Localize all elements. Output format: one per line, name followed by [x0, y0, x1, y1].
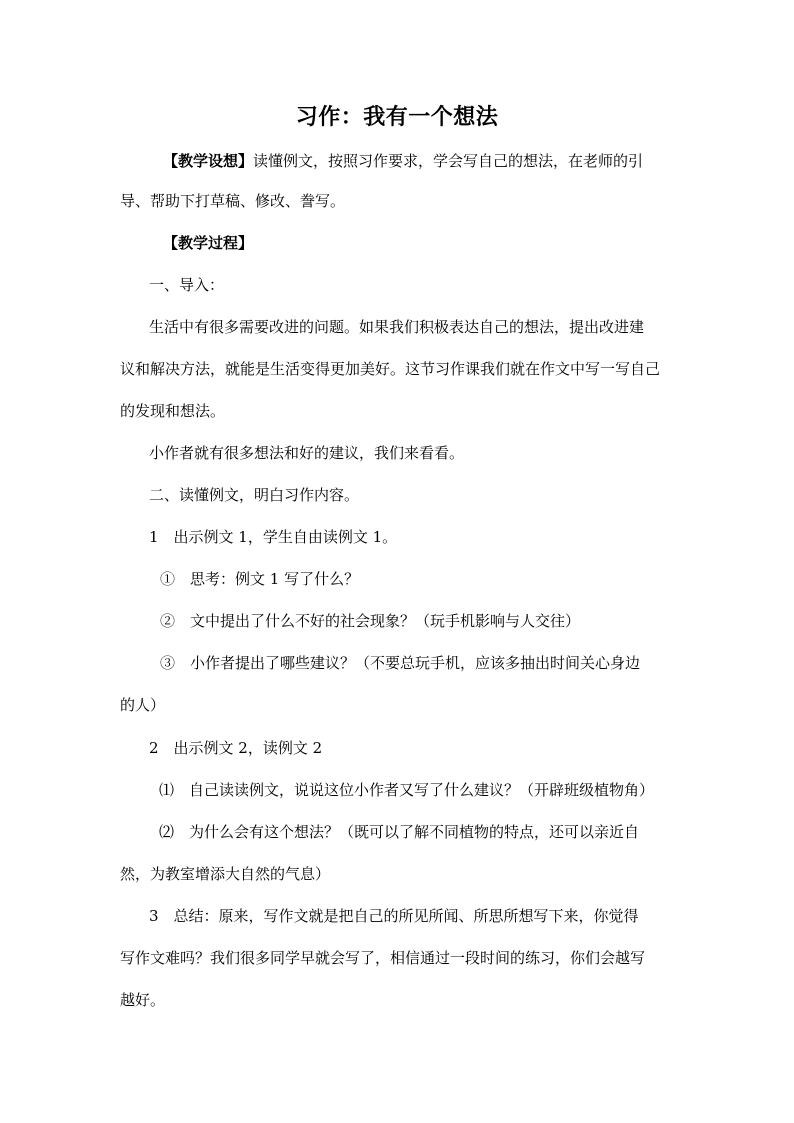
- document-title: 习作：我有一个想法: [295, 104, 499, 130]
- process-heading: 【教学过程】: [163, 234, 254, 252]
- intro-paragraph-line-1: 生活中有很多需要改进的问题。如果我们积极表达自己的想法，提出改进建: [149, 318, 645, 336]
- example-1-question-2: ② 文中提出了什么不好的社会现象？（玩手机影响与人交往）: [160, 612, 581, 630]
- example-1-question-1: ① 思考：例文 1 写了什么？: [160, 570, 360, 588]
- design-text-1: 读懂例文，按照习作要求，学会写自己的想法，在老师的引: [253, 152, 644, 170]
- summary-line-1: 3 总结：原来，写作文就是把自己的所见所闻、所思所想写下来，你觉得: [149, 907, 639, 925]
- intro-paragraph-2: 小作者就有很多想法和好的建议，我们来看看。: [149, 444, 465, 462]
- example-2-question-2-line-2: 然，为教室增添大自然的气息）: [120, 865, 331, 883]
- example-1-item: 1 出示例文 1，学生自由读例文 1。: [149, 528, 398, 546]
- summary-line-3: 越好。: [120, 991, 166, 1009]
- intro-paragraph-line-3: 的发现和想法。: [120, 402, 226, 420]
- read-examples-heading: 二、读懂例文，明白习作内容。: [149, 486, 360, 504]
- example-2-question-1: ⑴ 自己读读例文，说说这位小作者又写了什么建议？（开辟班级植物角）: [159, 781, 655, 799]
- example-1-question-3-line-1: ③ 小作者提出了哪些建议？（不要总玩手机，应该多抽出时间关心身边: [160, 654, 641, 672]
- design-paragraph-line-2: 导、帮助下打草稿、修改、誊写。: [120, 192, 346, 210]
- intro-paragraph-line-2: 议和解决方法，就能是生活变得更加美好。这节习作课我们就在作文中写一写自己: [120, 360, 661, 378]
- example-2-question-2-line-1: ⑵ 为什么会有这个想法？（既可以了解不同植物的特点，还可以亲近自: [159, 823, 640, 841]
- example-1-question-3-line-2: 的人）: [120, 696, 166, 714]
- summary-line-2: 写作文难吗？我们很多同学早就会写了，相信通过一段时间的练习，你们会越写: [120, 949, 646, 967]
- design-heading: 【教学设想】: [163, 152, 254, 170]
- example-2-item: 2 出示例文 2，读例文 2: [149, 739, 323, 757]
- design-paragraph-line-1: [163, 151, 643, 171]
- intro-heading: 一、导入：: [149, 276, 225, 294]
